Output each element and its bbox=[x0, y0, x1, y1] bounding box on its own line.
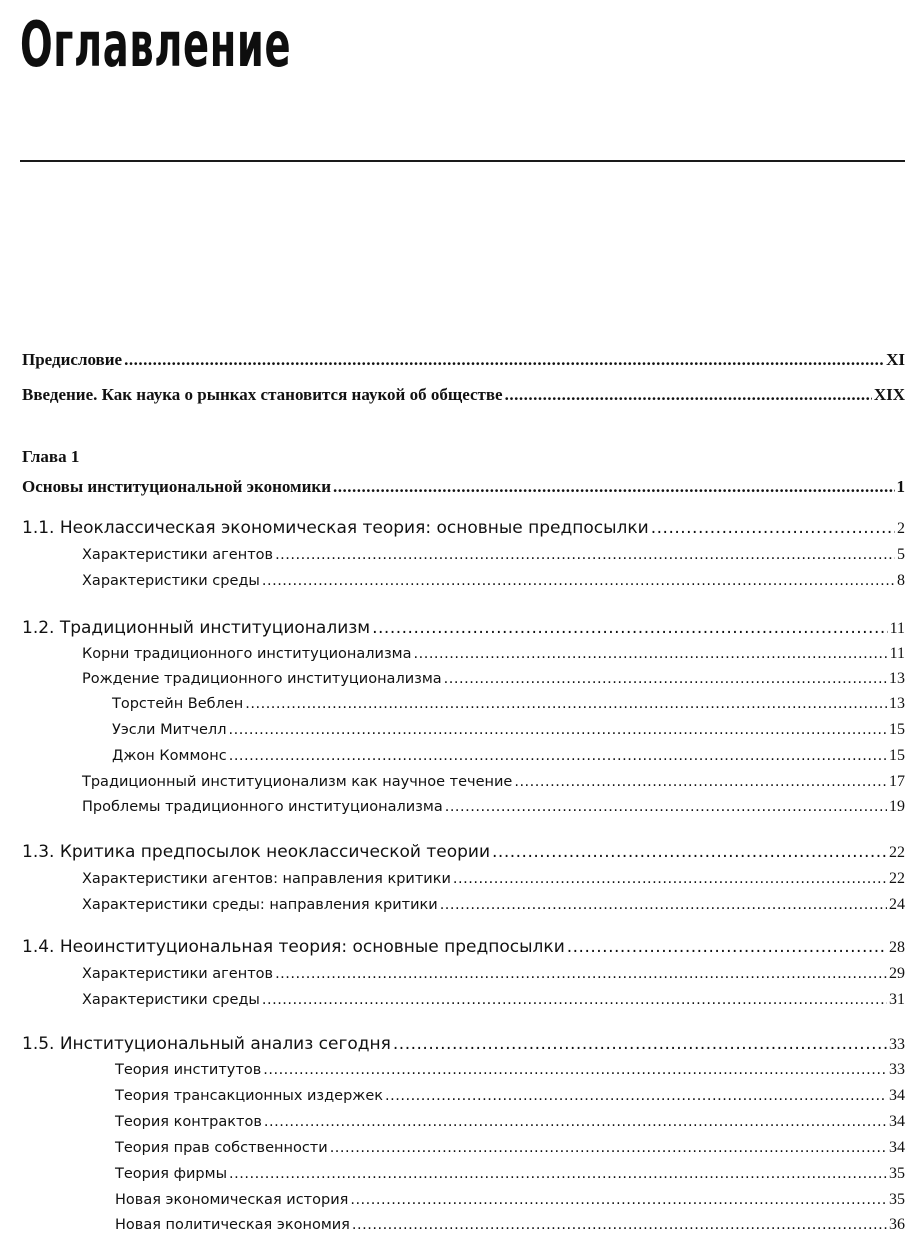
toc-entry-introduction[interactable] bbox=[22, 385, 905, 405]
toc-leader-dots bbox=[229, 748, 887, 764]
toc-leader-dots bbox=[124, 350, 884, 370]
toc-entry-page: 8 bbox=[897, 572, 905, 589]
toc-subsection-entry[interactable] bbox=[115, 1191, 905, 1209]
toc-subsection-entry[interactable] bbox=[82, 572, 905, 590]
toc-leader-dots bbox=[651, 518, 895, 538]
toc-subsection-entry[interactable] bbox=[82, 670, 905, 688]
toc-entry-label: Рождение традиционного институционализма bbox=[82, 671, 442, 687]
toc-subsection-entry[interactable] bbox=[115, 1216, 905, 1234]
toc-subsection-entry[interactable] bbox=[115, 1061, 905, 1079]
toc-entry-label: Традиционный институционализм как научное течение bbox=[82, 774, 513, 790]
toc-entry-page: 31 bbox=[889, 991, 905, 1008]
toc-leader-dots bbox=[393, 1034, 887, 1054]
toc-entry-label: Корни традиционного институционализма bbox=[82, 646, 412, 662]
toc-entry-preface[interactable] bbox=[22, 350, 905, 370]
toc-entry-label: Характеристики среды: направления критики bbox=[82, 897, 438, 913]
toc-section-entry[interactable] bbox=[22, 518, 905, 538]
toc-leader-dots bbox=[414, 646, 888, 662]
toc-subsection-entry[interactable] bbox=[82, 896, 905, 914]
toc-leader-dots bbox=[229, 1166, 887, 1182]
toc-leader-dots bbox=[228, 722, 887, 738]
toc-entry-page: 29 bbox=[889, 965, 905, 982]
toc-leader-dots bbox=[505, 385, 872, 405]
page-title: Оглавление bbox=[20, 8, 292, 81]
toc-entry-page: 34 bbox=[889, 1087, 905, 1104]
toc-entry-page: 2 bbox=[897, 520, 905, 537]
toc-subsection-entry[interactable] bbox=[82, 546, 905, 564]
toc-entry-label: Основы институциональной экономики bbox=[22, 477, 332, 496]
toc-entry-label: 1.1. Неоклассическая экономическая теория: основные предпосылки bbox=[22, 518, 649, 538]
toc-leader-dots bbox=[263, 1062, 887, 1078]
toc-entry-label: Уэсли Митчелл bbox=[112, 722, 227, 738]
toc-entry-page: 17 bbox=[889, 773, 905, 790]
toc-entry-label: 1.2. Традиционный институционализм bbox=[22, 618, 371, 638]
toc-entry-page: 33 bbox=[889, 1036, 905, 1053]
toc-subsection-entry[interactable] bbox=[82, 870, 905, 888]
toc-entry-chapter-title[interactable] bbox=[22, 477, 905, 497]
toc-leader-dots bbox=[333, 477, 894, 497]
toc-leader-dots bbox=[275, 966, 887, 982]
toc-entry-label: Характеристики агентов bbox=[82, 547, 274, 563]
toc-entry-page: 15 bbox=[889, 747, 905, 764]
toc-subsection-entry[interactable] bbox=[115, 1087, 905, 1105]
toc-entry-label: Новая политическая экономия bbox=[115, 1217, 350, 1233]
toc-subsubsection-entry[interactable] bbox=[112, 695, 905, 713]
toc-entry-page: 19 bbox=[889, 798, 905, 815]
toc-entry-label: 1.5. Институциональный анализ сегодня bbox=[22, 1034, 391, 1054]
toc-entry-page: XI bbox=[886, 350, 905, 369]
toc-subsection-entry[interactable] bbox=[115, 1113, 905, 1131]
toc-entry-page: 28 bbox=[889, 939, 905, 956]
toc-section-entry[interactable] bbox=[22, 842, 905, 862]
toc-entry-page: 22 bbox=[889, 870, 905, 887]
toc-entry-page: 35 bbox=[889, 1165, 905, 1182]
toc-leader-dots bbox=[372, 618, 887, 638]
toc-entry-page: XIX bbox=[873, 385, 905, 404]
toc-entry-label: Введение. Как наука о рынках становится наукой об обществе bbox=[22, 385, 503, 404]
toc-leader-dots bbox=[492, 842, 887, 862]
toc-leader-dots bbox=[262, 992, 887, 1008]
toc-entry-page: 34 bbox=[889, 1113, 905, 1130]
toc-subsubsection-entry[interactable] bbox=[112, 747, 905, 765]
toc-entry-label: 1.3. Критика предпосылок неоклассической теории bbox=[22, 842, 491, 862]
toc-section-entry[interactable] bbox=[22, 1034, 905, 1054]
toc-entry-label: Новая экономическая история bbox=[115, 1192, 349, 1208]
toc-section-entry[interactable] bbox=[22, 937, 905, 957]
toc-entry-page: 33 bbox=[889, 1061, 905, 1078]
toc-entry-page: 22 bbox=[889, 844, 905, 861]
toc-leader-dots bbox=[514, 774, 887, 790]
toc-entry-page: 15 bbox=[889, 721, 905, 738]
toc-entry-page: 13 bbox=[889, 695, 905, 712]
toc-leader-dots bbox=[440, 897, 887, 913]
toc-subsection-entry[interactable] bbox=[115, 1139, 905, 1157]
toc-leader-dots bbox=[245, 696, 887, 712]
toc-entry-page: 11 bbox=[889, 645, 905, 662]
toc-entry-page: 11 bbox=[889, 620, 905, 637]
toc-entry-page: 34 bbox=[889, 1139, 905, 1156]
toc-leader-dots bbox=[350, 1192, 887, 1208]
toc-entry-label: Торстейн Веблен bbox=[112, 696, 244, 712]
toc-leader-dots bbox=[453, 871, 887, 887]
toc-entry-page: 1 bbox=[896, 477, 905, 496]
toc-entry-page: 24 bbox=[889, 896, 905, 913]
toc-entry-label: Теория трансакционных издержек bbox=[115, 1088, 384, 1104]
toc-entry-label: Теория фирмы bbox=[115, 1166, 228, 1182]
toc-subsection-entry[interactable] bbox=[115, 1165, 905, 1183]
toc-entry-label: Предисловие bbox=[22, 350, 123, 369]
toc-leader-dots bbox=[445, 799, 887, 815]
toc-leader-dots bbox=[567, 937, 887, 957]
toc-leader-dots bbox=[275, 547, 895, 563]
toc-leader-dots bbox=[262, 573, 895, 589]
toc-entry-label: Проблемы традиционного институционализма bbox=[82, 799, 443, 815]
toc-leader-dots bbox=[385, 1088, 887, 1104]
toc-entry-label: Теория институтов bbox=[115, 1062, 262, 1078]
toc-entry-page: 36 bbox=[889, 1216, 905, 1233]
toc-entry-label: Теория контрактов bbox=[115, 1114, 262, 1130]
toc-entry-label: 1.4. Неоинституциональная теория: основные предпосылки bbox=[22, 937, 565, 957]
toc-subsubsection-entry[interactable] bbox=[112, 721, 905, 739]
toc-entry-page: 13 bbox=[889, 670, 905, 687]
toc-leader-dots bbox=[352, 1217, 887, 1233]
toc-section-entry[interactable] bbox=[22, 618, 905, 638]
toc-entry-label: Характеристики агентов: направления критики bbox=[82, 871, 451, 887]
toc-subsection-entry[interactable] bbox=[82, 991, 905, 1009]
toc-subsection-entry[interactable] bbox=[82, 645, 905, 663]
toc-leader-dots bbox=[444, 671, 887, 687]
toc-entry-label: Джон Коммонс bbox=[112, 748, 227, 764]
toc-entry-label: Теория прав собственности bbox=[115, 1140, 328, 1156]
toc-entry-page: 5 bbox=[897, 546, 905, 563]
toc-entry-label: Характеристики агентов bbox=[82, 966, 274, 982]
toc-entry-label: Характеристики среды bbox=[82, 573, 260, 589]
toc-subsection-entry[interactable] bbox=[82, 798, 905, 816]
toc-leader-dots bbox=[330, 1140, 887, 1156]
toc-entry-page: 35 bbox=[889, 1191, 905, 1208]
toc-leader-dots bbox=[264, 1114, 887, 1130]
toc-subsection-entry[interactable] bbox=[82, 773, 905, 791]
toc-subsection-entry[interactable] bbox=[82, 965, 905, 983]
toc-entry-label: Характеристики среды bbox=[82, 992, 260, 1008]
chapter-heading: Глава 1 bbox=[22, 447, 80, 466]
